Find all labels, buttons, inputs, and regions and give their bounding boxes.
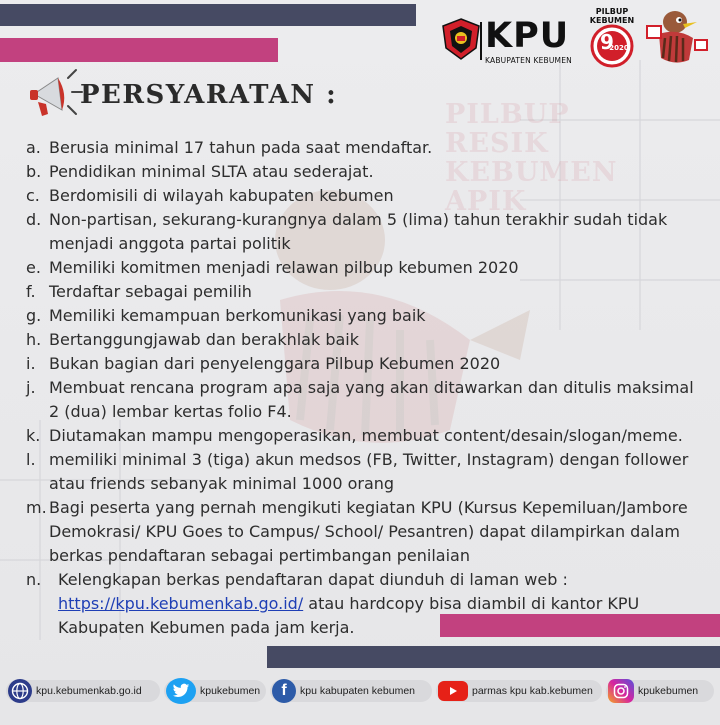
list-item-text: [49, 376, 706, 424]
facebook-icon: f: [272, 679, 296, 703]
watermark-line: APIK: [445, 186, 527, 217]
list-marker: d.: [26, 210, 42, 229]
pilbup-line1: PILBUP: [595, 7, 629, 16]
list-item-text: [49, 496, 706, 568]
facebook-label: kpu kabupaten kebumen: [300, 685, 416, 697]
list-item-text: [49, 136, 706, 160]
list-marker: g.: [26, 306, 42, 325]
pilbup-line2: KEBUMEN: [589, 16, 635, 25]
website-link[interactable]: [8, 678, 142, 704]
kpu-title: KPU: [485, 16, 570, 56]
list-item-line: Diutamakan mampu mengoperasikan, membuat content/desain/slogan/meme.: [49, 426, 683, 445]
list-item-line: 2 (dua) lembar kertas folio F4.: [49, 402, 292, 421]
pilbup-logo-text: [586, 7, 638, 53]
twitter-icon: [166, 678, 196, 704]
list-item-line: Kelengkapan berkas pendaftaran dapat diunduh di laman web :: [58, 570, 568, 589]
list-item-line: Terdaftar sebagai pemilih: [49, 282, 252, 301]
list-marker: h.: [26, 330, 42, 349]
facebook-link[interactable]: [272, 678, 415, 704]
list-item-line: Berdomisili di wilayah kabupaten kebumen: [49, 186, 394, 205]
list-item: [26, 376, 706, 424]
youtube-label: parmas kpu kab.kebumen: [472, 685, 593, 697]
list-item-line: Memiliki komitmen menjadi relawan pilbup kebumen 2020: [49, 258, 519, 277]
list-marker: b.: [26, 162, 42, 181]
list-item-line: Membuat rencana program apa saja yang akan ditawarkan dan ditulis maksimal: [49, 378, 694, 397]
instagram-label: kpukebumen: [638, 685, 699, 697]
twitter-label: kpukebumen: [200, 685, 261, 697]
list-item-line: Bertanggungjawab dan berakhlak baik: [49, 330, 359, 349]
youtube-link[interactable]: [438, 678, 593, 704]
list-item: [26, 160, 706, 184]
list-item-line: Bagi peserta yang pernah mengikuti kegiatan KPU (Kursus Kepemiluan/Jambore: [49, 498, 688, 517]
pilbup-year: 2020: [609, 44, 629, 52]
watermark-line: PILBUP: [445, 99, 570, 130]
top-navy-bar: [0, 4, 416, 26]
list-item: [26, 448, 706, 496]
list-marker: n.: [26, 570, 42, 589]
list-item-text: [49, 304, 706, 328]
list-item-line: Demokrasi/ KPU Goes to Campus/ School/ Pesantren) dapat dilampirkan dalam: [49, 522, 680, 541]
list-marker: k.: [26, 426, 41, 445]
list-item: [26, 496, 706, 568]
social-footer: [0, 676, 720, 708]
instagram-icon: [608, 679, 634, 703]
list-marker: i.: [26, 354, 36, 373]
list-marker: c.: [26, 186, 40, 205]
list-item-line: [58, 592, 706, 616]
kpu-divider: [480, 22, 482, 60]
kpu-emblem-icon: [442, 18, 480, 60]
bottom-pink-bar: [440, 614, 720, 637]
twitter-link[interactable]: [166, 678, 260, 704]
list-item-text: [49, 328, 706, 352]
list-item-line: Memiliki kemampuan berkomunikasi yang baik: [49, 306, 426, 325]
list-marker: e.: [26, 258, 41, 277]
list-item-line: Non-partisan, sekurang-kurangnya dalam 5 (lima) tahun terakhir sudah tidak: [49, 210, 668, 229]
top-pink-bar: [0, 38, 278, 62]
list-item-line: Pendidikan minimal SLTA atau sederajat.: [49, 162, 374, 181]
list-item-line-rest: atau hardcopy bisa diambil di kantor KPU: [303, 594, 640, 613]
list-item: [26, 184, 706, 208]
list-item-text: [49, 256, 706, 280]
youtube-icon: [438, 681, 468, 701]
watermark-line: RESIK: [445, 128, 549, 159]
list-item: [26, 352, 706, 376]
list-item-text: [49, 280, 706, 304]
list-item-line: memiliki minimal 3 (tiga) akun medsos (FB, Twitter, Instagram) dengan follower: [49, 450, 689, 469]
list-marker: m.: [26, 498, 47, 517]
watermark-line: KEBUMEN: [445, 157, 618, 188]
list-item: [26, 136, 706, 160]
list-marker: a.: [26, 138, 41, 157]
list-item: [26, 256, 706, 280]
list-item: [26, 280, 706, 304]
list-item-line: Kabupaten Kebumen pada jam kerja.: [58, 618, 355, 637]
list-item-text: [49, 352, 706, 376]
list-item: [26, 304, 706, 328]
requirements-list: [26, 136, 706, 640]
bottom-navy-bar: [267, 646, 720, 668]
list-item-text: [49, 448, 706, 496]
list-item-line: Bukan bagian dari penyelenggara Pilbup Kebumen 2020: [49, 354, 501, 373]
list-marker: l.: [26, 450, 36, 469]
kpu-wordmark: [485, 18, 572, 65]
list-item-text: [49, 160, 706, 184]
list-item-text: [49, 184, 706, 208]
list-item: [26, 328, 706, 352]
website-label: kpu.kebumenkab.go.id: [36, 685, 142, 697]
list-item-line: atau friends sebanyak minimal 1000 orang: [49, 474, 395, 493]
website-url-link[interactable]: https://kpu.kebumenkab.go.id/: [58, 594, 304, 613]
globe-icon: [8, 679, 32, 703]
list-item-line: Berusia minimal 17 tahun pada saat mendaftar.: [49, 138, 433, 157]
megaphone-icon: [28, 64, 84, 124]
list-item-line: menjadi anggota partai politik: [49, 234, 291, 253]
list-item-text: [49, 424, 706, 448]
instagram-link[interactable]: [608, 678, 698, 704]
page-title: PERSYARATAN :: [80, 80, 338, 110]
list-marker: f.: [26, 282, 36, 301]
list-item-line: berkas pendaftaran sebagai pertimbangan penilaian: [49, 546, 470, 565]
pilbup-number: 9: [600, 30, 614, 54]
kpu-subtitle: KABUPATEN KEBUMEN: [485, 56, 572, 65]
mascot-icon: [645, 8, 709, 68]
list-item-text: [49, 208, 706, 256]
list-item: [26, 208, 706, 256]
list-item: [26, 424, 706, 448]
list-marker: j.: [26, 378, 36, 397]
